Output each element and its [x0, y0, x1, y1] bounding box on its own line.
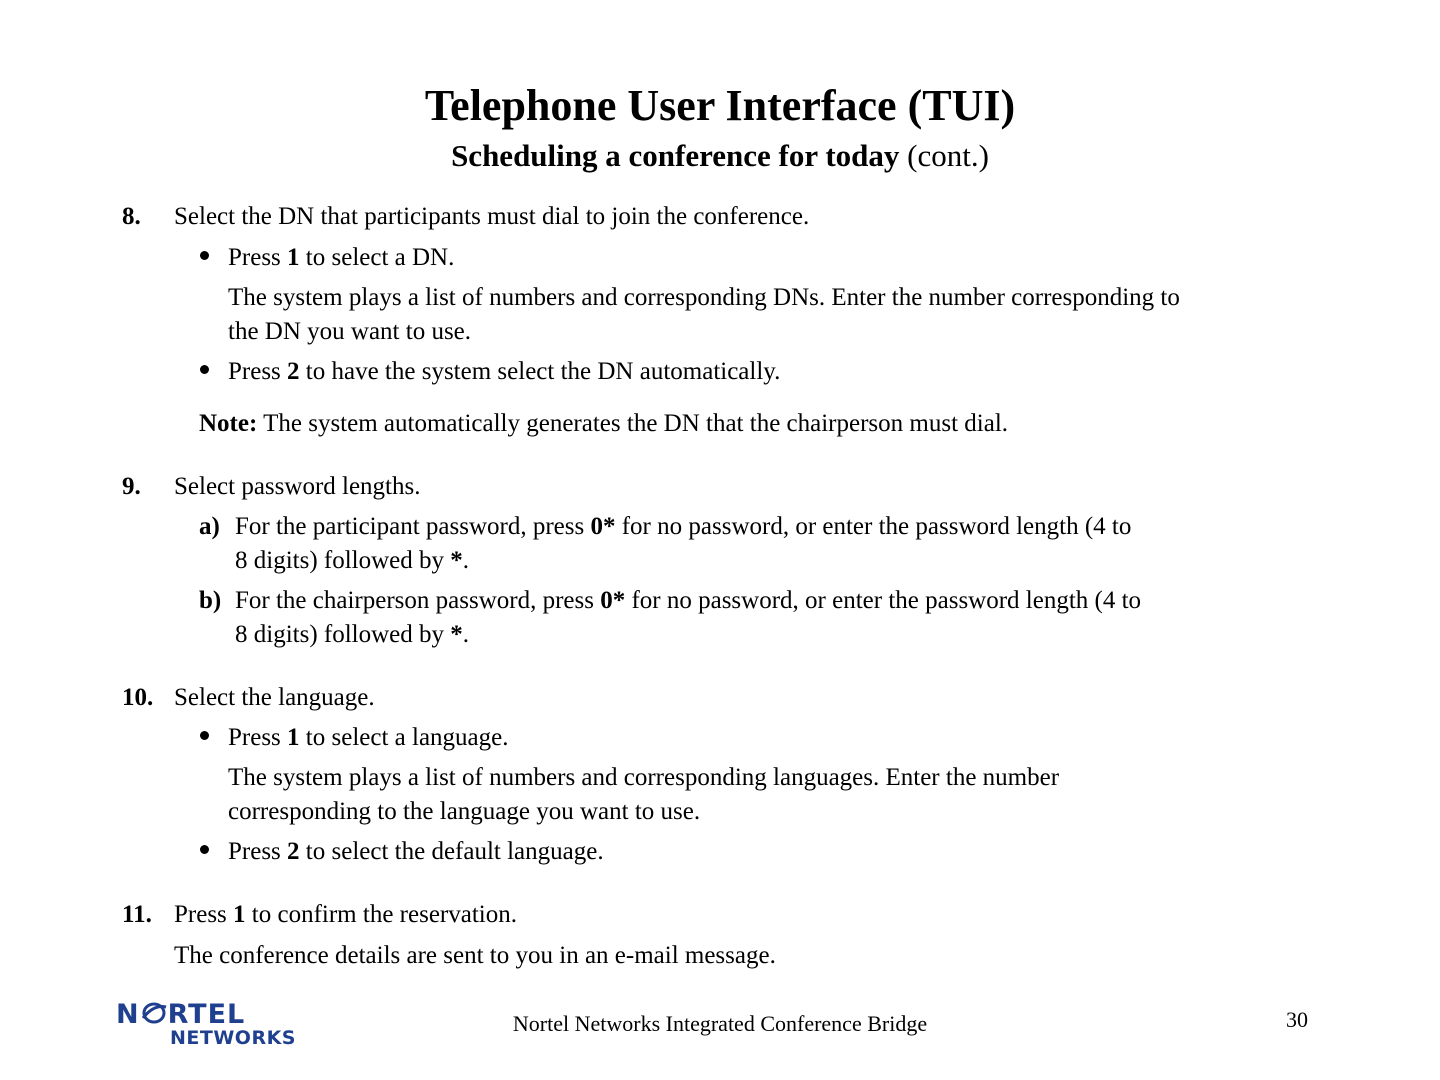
- bullet-icon: [200, 251, 209, 260]
- page-number: 30: [1286, 1007, 1308, 1032]
- step-8-bullet-1: Press 1 to select a DN.: [228, 244, 455, 271]
- step-9-number: 9.: [122, 473, 141, 500]
- logo-wordmark-top: N RTEL: [116, 999, 246, 1030]
- footer-title: Nortel Networks Integrated Conference Bridge: [512, 1011, 928, 1036]
- note-label: Note:: [199, 410, 258, 437]
- step-8-number: 8.: [122, 203, 141, 230]
- step-9b-label: b): [199, 587, 222, 614]
- page-title: Telephone User Interface (TUI): [424, 81, 1016, 130]
- step-9b-line-2: 8 digits) followed by *.: [235, 621, 470, 648]
- logo-wordmark-bottom: NETWORKS: [170, 1027, 296, 1049]
- bullet-icon: [200, 845, 209, 854]
- step-8-bullet-1-desc-1: The system plays a list of numbers and corresponding DNs. Enter the number corresponding to: [228, 284, 1180, 311]
- step-10-bullet-1: Press 1 to select a language.: [228, 724, 509, 751]
- step-9-text: Select password lengths.: [174, 473, 421, 500]
- subtitle-bold: Scheduling a conference for today: [451, 138, 900, 173]
- step-11-text: Press 1 to confirm the reservation.: [174, 901, 517, 928]
- step-10-bullet-2: Press 2 to select the default language.: [228, 838, 604, 865]
- bullet-icon: [200, 365, 209, 374]
- step-10-bullet-1-desc-1: The system plays a list of numbers and corresponding languages. Enter the number: [228, 764, 1060, 791]
- step-9a-line-1: For the participant password, press 0* for no password, or enter the password length (4 to: [235, 513, 1132, 540]
- step-10-bullet-1-desc-2: corresponding to the language you want to use.: [228, 798, 701, 825]
- subtitle-plain: (cont.): [907, 138, 989, 173]
- step-8-bullet-1-desc-2: the DN you want to use.: [228, 318, 472, 345]
- step-10-number: 10.: [122, 684, 154, 711]
- step-10-text: Select the language.: [174, 684, 375, 711]
- step-11-desc: The conference details are sent to you in an e-mail message.: [174, 942, 776, 969]
- step-9b-line-1: For the chairperson password, press 0* for no password, or enter the password length (4 to: [235, 587, 1142, 614]
- page-subtitle: [0, 136, 1440, 176]
- step-8-text: Select the DN that participants must dial to join the conference.: [174, 203, 810, 230]
- bullet-icon: [200, 731, 209, 740]
- step-11-number: 11.: [122, 901, 152, 928]
- step-9a-line-2: 8 digits) followed by *.: [235, 547, 470, 574]
- step-8-bullet-2: Press 2 to have the system select the DN automatically.: [228, 358, 781, 385]
- step-9a-label: a): [199, 513, 220, 540]
- step-8-note: Note: The system automatically generates the DN that the chairperson must dial.: [199, 410, 1009, 437]
